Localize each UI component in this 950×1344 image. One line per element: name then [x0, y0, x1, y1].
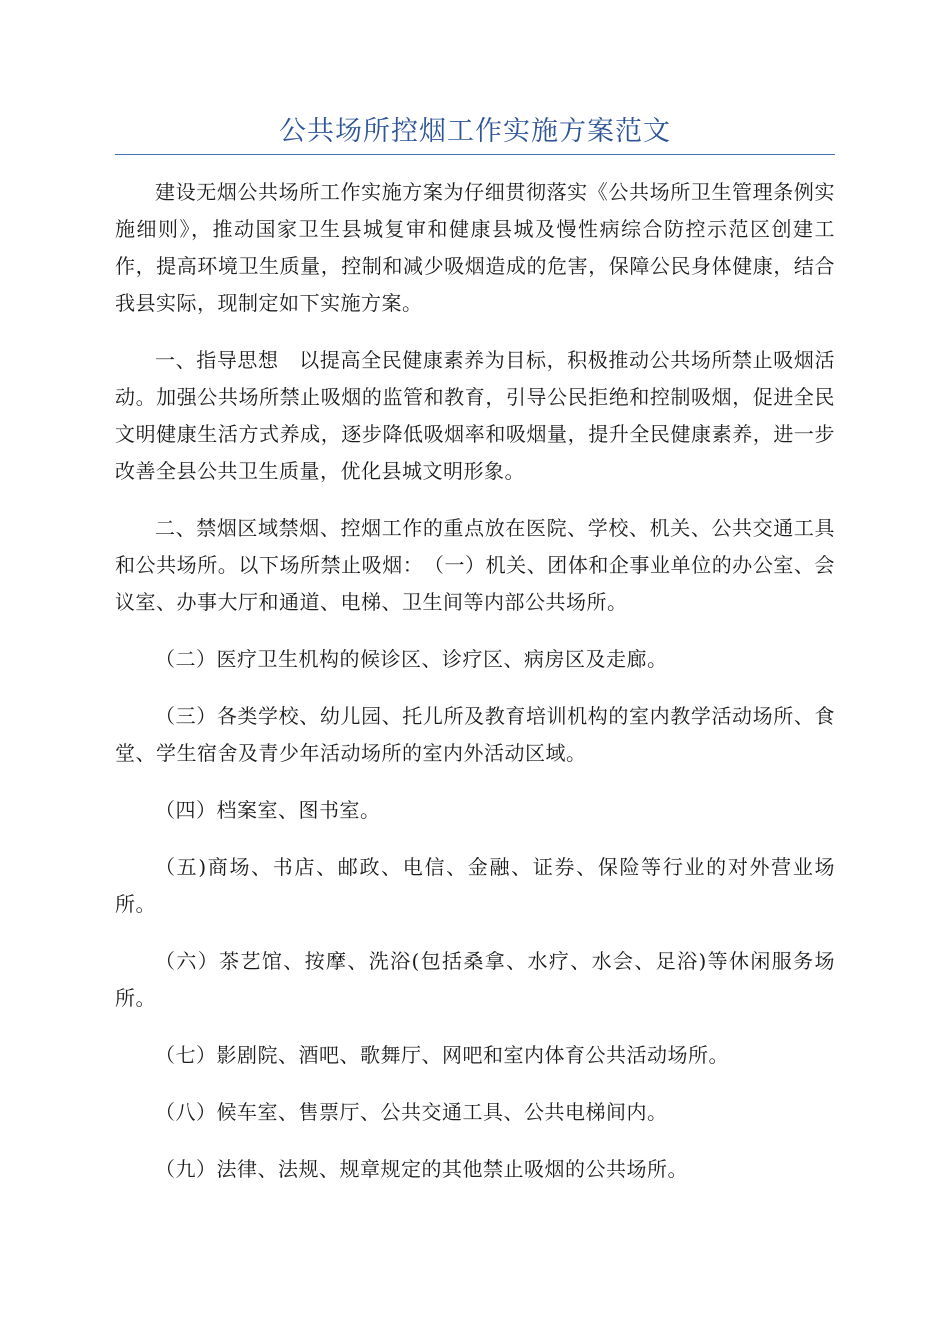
paragraph-item-3: （三）各类学校、幼儿园、托儿所及教育培训机构的室内教学活动场所、食堂、学生宿舍及青少年活动场所的室内外活动区域。	[115, 704, 835, 765]
paragraph-item-4: （四）档案室、图书室。	[155, 798, 381, 822]
document-body	[115, 174, 835, 1208]
document-title: 公共场所控烟工作实施方案范文	[279, 116, 671, 147]
paragraph-item-2: （二）医疗卫生机构的候诊区、诊疗区、病房区及走廊。	[155, 647, 668, 671]
paragraph-guiding-principle: 一、指导思想 以提高全民健康素养为目标，积极推动公共场所禁止吸烟活动。加强公共场所禁止吸烟的监管和教育，引导公民拒绝和控制吸烟，促进全民文明健康生活方式养成，逐步降低吸烟率和吸烟量，提升全民健康素养，进一步改善全县公共卫生质量，优化县城文明形象。	[115, 348, 835, 483]
paragraph-item-7: （七）影剧院、酒吧、歌舞厅、网吧和室内体育公共活动场所。	[155, 1043, 729, 1067]
paragraph-item-8: （八）候车室、售票厅、公共交通工具、公共电梯间内。	[155, 1100, 668, 1124]
paragraph-item-6: （六）茶艺馆、按摩、洗浴(包括桑拿、水疗、水会、足浴)等休闲服务场所。	[115, 949, 835, 1010]
paragraph-item-5: （五)商场、书店、邮政、电信、金融、证券、保险等行业的对外营业场所。	[115, 855, 835, 916]
paragraph-no-smoking-areas: 二、禁烟区域禁烟、控烟工作的重点放在医院、学校、机关、公共交通工具和公共场所。以下场所禁止吸烟： （一）机关、团体和企事业单位的办公室、会议室、办事大厅和通道、电梯、卫生间等内部公共场所。	[115, 516, 835, 614]
title-underline	[115, 154, 835, 155]
paragraph-item-9: （九）法律、法规、规章规定的其他禁止吸烟的公共场所。	[155, 1157, 688, 1181]
paragraph-intro: 建设无烟公共场所工作实施方案为仔细贯彻落实《公共场所卫生管理条例实施细则》，推动国家卫生县城复审和健康县城及慢性病综合防控示范区创建工作，提高环境卫生质量，控制和减少吸烟造成的危害，保障公民身体健康，结合我县实际，现制定如下实施方案。	[115, 180, 835, 315]
